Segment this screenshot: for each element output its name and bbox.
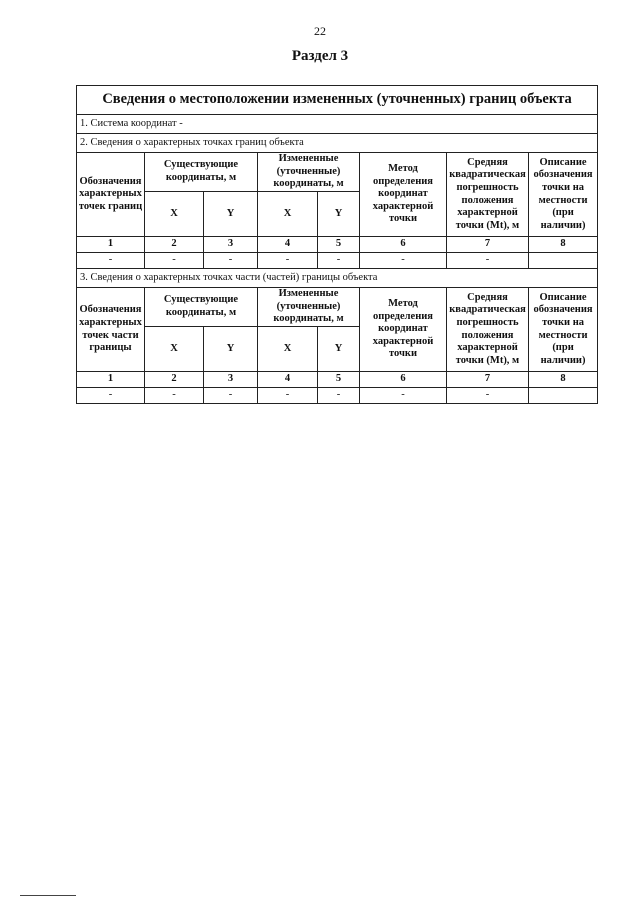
block1-data-row <box>77 253 598 269</box>
table-title: Сведения о местоположении измененных (уточненных) границ объекта <box>77 86 598 115</box>
column-number: 1 <box>77 372 145 388</box>
column-number: 5 <box>318 237 360 253</box>
table-cell: - <box>447 388 529 404</box>
section-title: Раздел 3 <box>291 48 349 64</box>
block2-caption: 3. Сведения о характерных точках части (частей) границы объекта <box>77 269 598 288</box>
block2-header-changed-y: Y <box>318 327 360 372</box>
column-number: 5 <box>318 372 360 388</box>
block2-header-existing-y: Y <box>204 327 258 372</box>
block2-header-error: Средняя квадратическая погрешность положения характерной точки (Mt), м <box>447 288 529 372</box>
table-cell: - <box>360 253 447 269</box>
block2-header-existing-coordinates: Существующие координаты, м <box>145 288 258 327</box>
block1-column-numbers-row <box>77 237 598 253</box>
block2-column-numbers-row <box>77 372 598 388</box>
table-cell: - <box>77 388 145 404</box>
block1-header-existing-y: Y <box>204 192 258 237</box>
column-number: 1 <box>77 237 145 253</box>
block1-header-error: Средняя квадратическая погрешность положения характерной точки (Mt), м <box>447 153 529 237</box>
table-cell: - <box>318 388 360 404</box>
block2-header-method: Метод определения координат характерной точки <box>360 288 447 372</box>
column-number: 7 <box>447 372 529 388</box>
block2-header-changed-x: X <box>258 327 318 372</box>
coordinate-system-row: 1. Система координат - <box>77 115 598 134</box>
column-number: 4 <box>258 372 318 388</box>
column-number: 6 <box>360 237 447 253</box>
column-number: 8 <box>529 237 598 253</box>
table-cell: - <box>204 388 258 404</box>
block1-header-changed-x: X <box>258 192 318 237</box>
table-cell <box>529 388 598 404</box>
block1-header-changed-y: Y <box>318 192 360 237</box>
table-cell: - <box>258 388 318 404</box>
table-cell: - <box>77 253 145 269</box>
boundary-table <box>76 85 598 404</box>
block1-header-existing-x: X <box>145 192 204 237</box>
block1-header-method: Метод определения координат характерной точки <box>360 153 447 237</box>
block2-data-row <box>77 388 598 404</box>
block1-header-changed-coordinates: Измененные (уточненные) координаты, м <box>258 153 360 192</box>
block2-header-existing-x: X <box>145 327 204 372</box>
table-cell: - <box>318 253 360 269</box>
block2-header-description: Описание обозначения точки на местности (при наличии) <box>529 288 598 372</box>
column-number: 4 <box>258 237 318 253</box>
column-number: 8 <box>529 372 598 388</box>
footnote-separator <box>20 895 76 896</box>
block1-header-point-designation: Обозначения характерных точек границ <box>77 153 145 237</box>
page-number: 22 <box>314 24 326 38</box>
table-cell: - <box>145 388 204 404</box>
table-cell: - <box>447 253 529 269</box>
column-number: 2 <box>145 237 204 253</box>
table-cell <box>529 253 598 269</box>
block2-header-point-designation: Обозначения характерных точек части границы <box>77 288 145 372</box>
block1-header-existing-coordinates: Существующие координаты, м <box>145 153 258 192</box>
block1-caption: 2. Сведения о характерных точках границ объекта <box>77 134 598 153</box>
table-cell: - <box>258 253 318 269</box>
column-number: 3 <box>204 372 258 388</box>
column-number: 2 <box>145 372 204 388</box>
column-number: 6 <box>360 372 447 388</box>
table-cell: - <box>204 253 258 269</box>
table-cell: - <box>360 388 447 404</box>
block2-header-changed-coordinates: Измененные (уточненные) координаты, м <box>258 288 360 327</box>
column-number: 7 <box>447 237 529 253</box>
block1-header-description: Описание обозначения точки на местности (при наличии) <box>529 153 598 237</box>
column-number: 3 <box>204 237 258 253</box>
table-cell: - <box>145 253 204 269</box>
